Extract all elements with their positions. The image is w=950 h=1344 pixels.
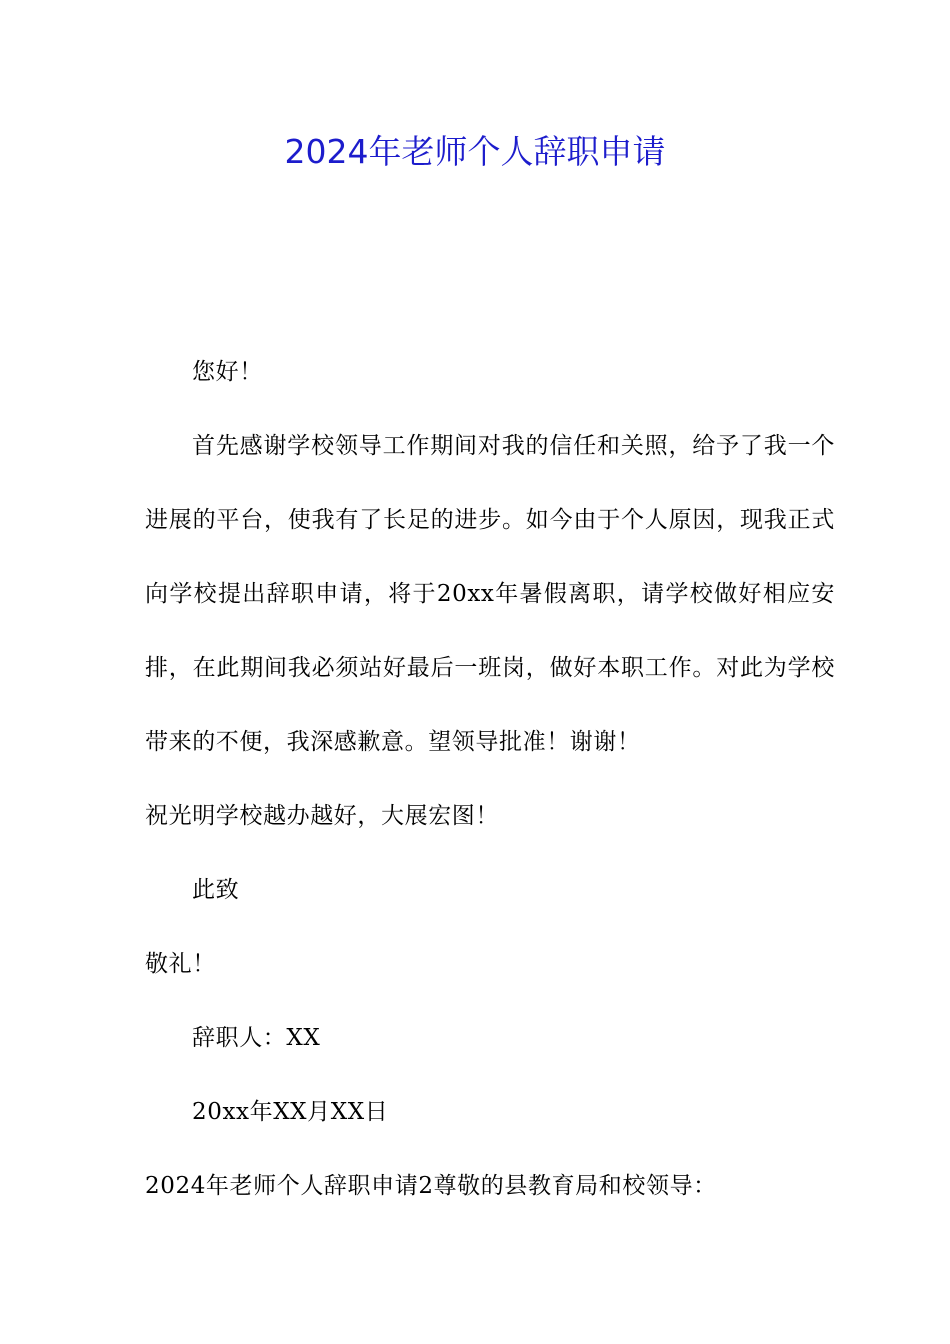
greeting: 您好！ <box>192 359 263 385</box>
next-section-heading: 2024年老师个人辞职申请2尊敬的县教育局和校领导： <box>145 1173 717 1199</box>
salute-line: 敬礼！ <box>145 951 216 977</box>
date-line: 20xx年XX月XX日 <box>192 1099 389 1125</box>
main-paragraph: 首先感谢学校领导工作期间对我的信任和关照，给予了我一个进展的平台，使我有了长足的进步。如今由于个人原因，现我正式向学校提出辞职申请，将于20xx年暑假离职，请学校做好相应安排，在此期间我必须站好最后一班岗，做好本职工作。对此为学校带来的不便，我深感歉意。望领导批准！谢谢！ <box>145 433 835 755</box>
signer-line: 辞职人：XX <box>192 1025 321 1051</box>
document-title: 2024年老师个人辞职申请 <box>284 132 666 171</box>
wish-line: 祝光明学校越办越好，大展宏图！ <box>145 803 499 829</box>
letter-body <box>145 335 835 1223</box>
closing-line: 此致 <box>192 877 240 903</box>
